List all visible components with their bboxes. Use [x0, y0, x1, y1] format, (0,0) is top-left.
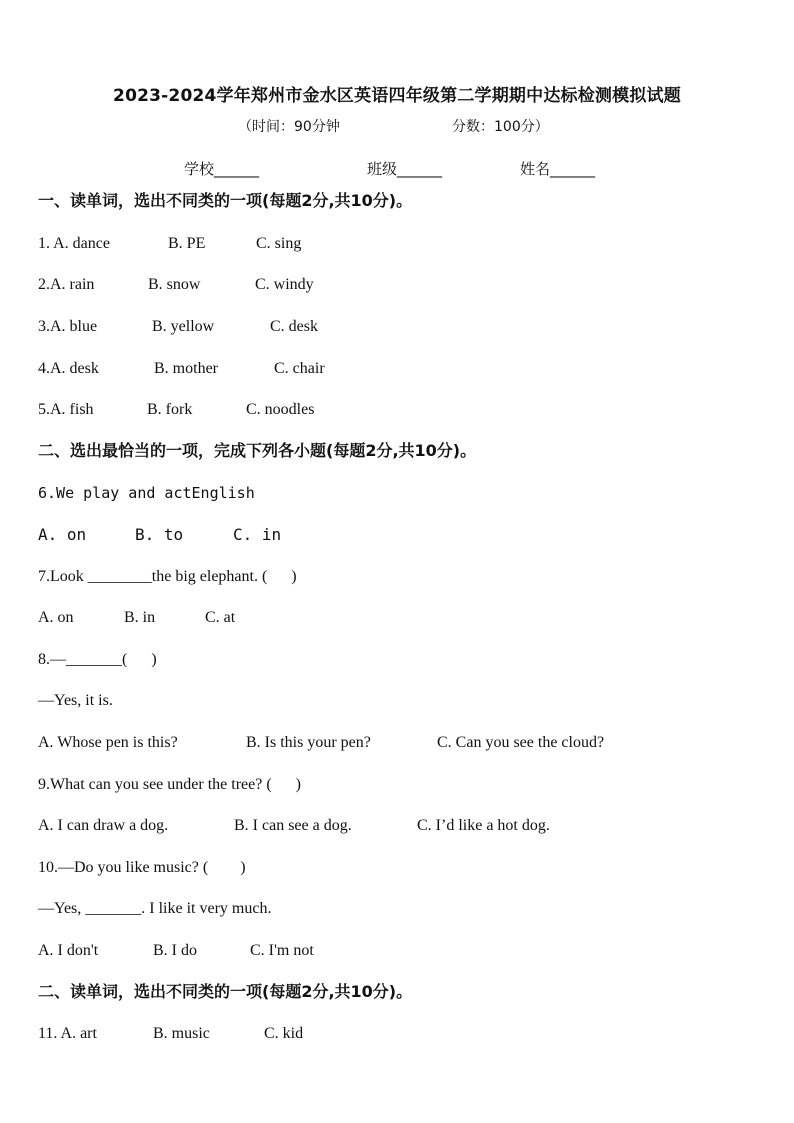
- question-8: 8.—_______( ): [38, 651, 157, 668]
- exam-time: （时间：90分钟: [238, 119, 340, 135]
- question-10: 10.—Do you like music? ( ): [38, 859, 246, 876]
- option-c: C. noodles: [246, 401, 315, 418]
- question-5: 5.A. fish: [38, 401, 94, 418]
- option-c: C. windy: [255, 276, 314, 293]
- option-b: B. PE: [168, 235, 206, 252]
- question-6: 6.We play and actEnglish: [38, 484, 255, 502]
- option-a: A. on: [38, 609, 74, 626]
- option-c: C. Can you see the cloud?: [437, 734, 605, 751]
- option-c: C. I’d like a hot dog.: [417, 817, 550, 834]
- question-9: 9.What can you see under the tree? ( ): [38, 776, 301, 793]
- section-heading: 二、选出最恰当的一项，完成下列各小题(每题2分,共10分)。: [38, 441, 477, 460]
- question-11: 11. A. art: [38, 1025, 97, 1042]
- option-b: B. I do: [153, 942, 197, 959]
- class-field: 班级______: [367, 160, 443, 178]
- option-c: C. at: [205, 609, 236, 626]
- option-c: C. sing: [256, 235, 302, 252]
- option-c: C. I'm not: [250, 942, 314, 959]
- page-title: 2023-2024学年郑州市金水区英语四年级第二学期期中达标检测模拟试题: [113, 86, 681, 106]
- option-c: C. chair: [274, 360, 325, 377]
- option-b: B. I can see a dog.: [234, 817, 352, 834]
- section-heading: 一、读单词，选出不同类的一项(每题2分,共10分)。: [38, 191, 413, 210]
- option-a: A. I don't: [38, 942, 99, 959]
- exam-score: 分数：100分）: [452, 119, 549, 135]
- option-b: B. mother: [154, 360, 218, 377]
- option-b: B. Is this your pen?: [246, 734, 371, 751]
- option-b: B. to: [135, 525, 184, 544]
- option-b: B. fork: [147, 401, 193, 418]
- option-a: A. I can draw a dog.: [38, 817, 169, 834]
- question-7: 7.Look ________the big elephant. ( ): [38, 568, 297, 585]
- dialogue-reply: —Yes, _______. I like it very much.: [38, 900, 272, 917]
- name-field: 姓名______: [520, 160, 596, 178]
- option-b: B. in: [124, 609, 156, 626]
- dialogue-reply: —Yes, it is.: [38, 692, 113, 709]
- option-a: A. Whose pen is this?: [38, 734, 178, 751]
- section-heading: 二、读单词，选出不同类的一项(每题2分,共10分)。: [38, 982, 413, 1001]
- question-1: 1. A. dance: [38, 235, 110, 252]
- option-b: B. snow: [148, 276, 201, 293]
- question-4: 4.A. desk: [38, 360, 99, 377]
- question-2: 2.A. rain: [38, 276, 95, 293]
- option-c: C. in: [233, 525, 282, 544]
- school-field: 学校______: [184, 160, 260, 178]
- option-c: C. desk: [270, 318, 318, 335]
- option-a: A. on: [38, 525, 87, 544]
- option-b: B. music: [153, 1025, 210, 1042]
- option-b: B. yellow: [152, 318, 215, 335]
- option-c: C. kid: [264, 1025, 304, 1042]
- question-3: 3.A. blue: [38, 318, 98, 335]
